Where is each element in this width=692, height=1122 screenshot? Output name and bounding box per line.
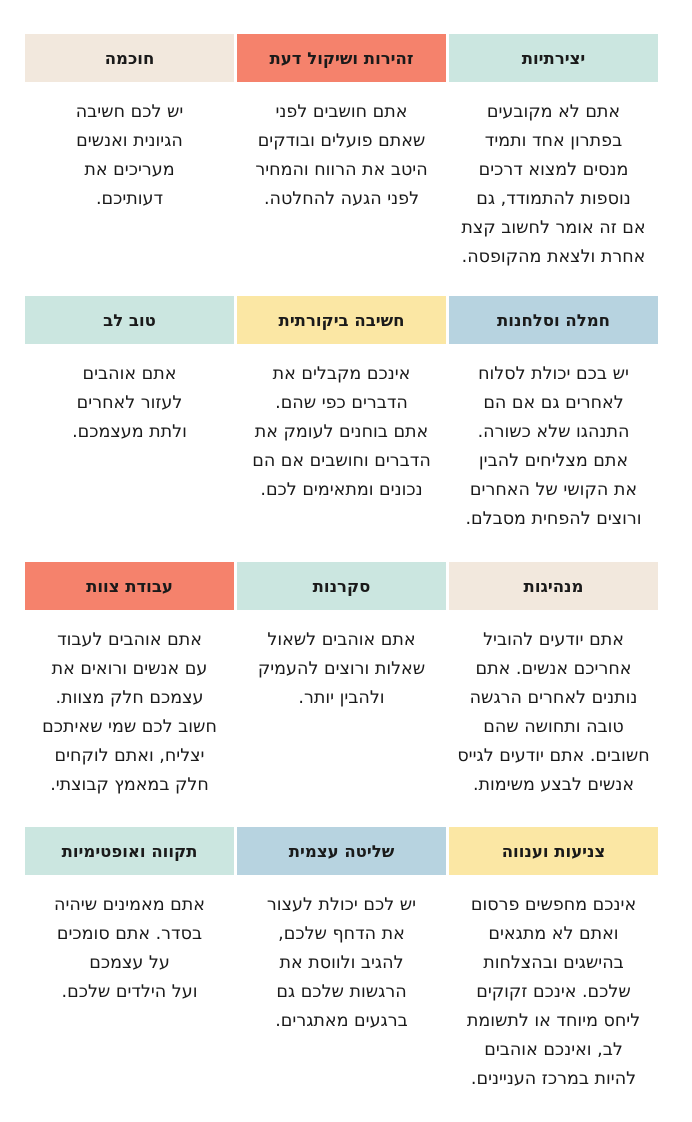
strength-title: סקרנות xyxy=(237,562,446,610)
strength-card-humility xyxy=(449,827,658,1094)
strength-description: אתם לא מקובעים בפתרון אחד ותמיד מנסים למצוא דרכים נוספות להתמודד, גם אם זה אומר לחשוב קצת אחרת ולצאת מהקופסה. xyxy=(461,102,646,267)
strength-description: יש בכם יכולת לסלוח לאחרים גם אם הם התנהגו שלא כשורה. אתם מצליחים להבין את הקושי של האחרים ורוצים להפחית מסבלם. xyxy=(465,364,642,529)
strength-row xyxy=(25,562,658,800)
strength-card-forgiveness xyxy=(449,296,658,534)
strength-card-hope xyxy=(25,827,234,1094)
strength-title: שליטה עצמית xyxy=(237,827,446,875)
strength-card-curiosity xyxy=(237,562,446,800)
strength-card-wisdom xyxy=(25,34,234,272)
strength-title: זהירות ושיקול דעת xyxy=(237,34,446,82)
strength-row xyxy=(25,827,658,1094)
strength-description: אינכם מחפשים פרסום ואתם לא מתגאים בהישגים ובהצלחות שלכם. אינכם זקוקים ליחס מיוחד או לתשומת לב, ואינכם אוהבים להיות במרכז העניינים. xyxy=(466,895,641,1089)
strength-row xyxy=(25,34,658,272)
strength-title: טוב לב xyxy=(25,296,234,344)
strength-title: צניעות וענווה xyxy=(449,827,658,875)
strength-row xyxy=(25,296,658,534)
strength-card-self-regulation xyxy=(237,827,446,1094)
strength-title: תקווה ואופטימיות xyxy=(25,827,234,875)
strength-title: מנהיגות xyxy=(449,562,658,610)
strength-title: יצירתיות xyxy=(449,34,658,82)
strength-title: חוכמה xyxy=(25,34,234,82)
strength-title: חשיבה ביקורתית xyxy=(237,296,446,344)
strength-title: עבודת צוות xyxy=(25,562,234,610)
strength-card-creativity xyxy=(449,34,658,272)
strength-card-teamwork xyxy=(25,562,234,800)
strength-description: אתם יודעים להוביל אחריכם אנשים. אתם נותנים לאחרים הרגשה טובה ותחושה שהם חשובים. אתם יודעים לגייס אנשים לבצע משימות. xyxy=(457,630,650,795)
strength-description: יש לכם חשיבה הגיונית ואנשים מעריכים את דעותיכם. xyxy=(75,102,184,209)
strength-description: אינכם מקבלים את הדברים כפי שהם. אתם בוחנים לעומק את הדברים וחושבים אם הם נכונים ומתאימים לכם. xyxy=(252,364,431,500)
strength-card-prudence xyxy=(237,34,446,272)
strength-description: אתם מאמינים שיהיה בסדר. אתם סומכים על עצמכם ועל הילדים שלכם. xyxy=(54,895,205,1002)
strength-card-critical-thinking xyxy=(237,296,446,534)
strength-description: אתם אוהבים לעבוד עם אנשים ורואים את עצמכם חלק מצוות. חשוב לכם שמי שאיתכם יצליח, ואתם לוקחים חלק במאמץ קבוצתי. xyxy=(42,630,217,795)
strength-description: אתם אוהבים לעזור לאחרים ולתת מעצמכם. xyxy=(72,364,187,442)
strength-description: אתם חושבים לפני שאתם פועלים ובודקים היטב את הרווח והמחיר לפני הגעה להחלטה. xyxy=(255,102,428,209)
strength-description: יש לכם יכולת לעצור את הדחף שלכם, להגיב ולווסת את הרגשות שלכם גם ברגעים מאתגרים. xyxy=(266,895,417,1031)
strength-card-leadership xyxy=(449,562,658,800)
strength-description: אתם אוהבים לשאול שאלות ורוצים להעמיק ולהבין יותר. xyxy=(257,630,426,708)
strength-title: חמלה וסלחנות xyxy=(449,296,658,344)
strength-card-kindness xyxy=(25,296,234,534)
